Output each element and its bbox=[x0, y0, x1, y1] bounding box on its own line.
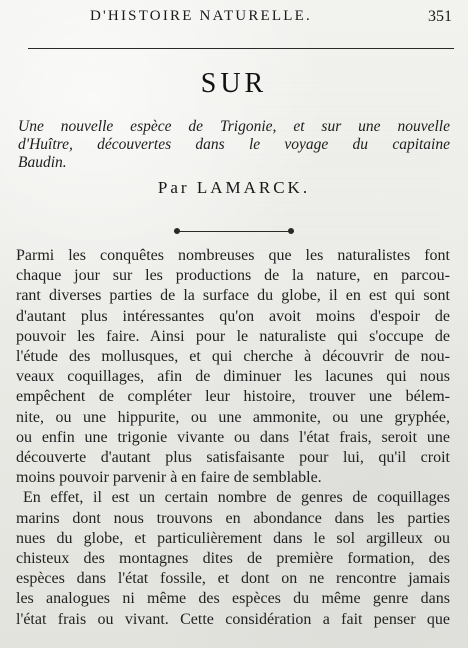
body-line: rant diverses parties de la surface du globe, il en est qui sont bbox=[16, 287, 450, 305]
body-line: chaque jour sur les productions de la nature, en parcou- bbox=[16, 267, 450, 285]
article-body bbox=[16, 246, 450, 630]
body-line: Parmi les conquêtes nombreuses que les naturalistes font bbox=[16, 247, 450, 264]
page-number: 351 bbox=[428, 8, 452, 25]
page-header bbox=[16, 8, 452, 30]
body-line: pouvoir les faire. Ainsi pour le naturaliste qui s'occupe de bbox=[16, 327, 450, 345]
ornament-line bbox=[174, 231, 294, 232]
subtitle-line: Baudin. bbox=[18, 154, 67, 171]
body-line: chisteux des montagnes dites de première formation, des bbox=[16, 550, 450, 568]
body-line: l'état frais ou vivant. Cette considération a fait penser que bbox=[16, 610, 450, 628]
article-author: Par LAMARCK. bbox=[157, 178, 311, 197]
subtitle-line: d'Huître, découvertes dans le voyage du capitaine bbox=[18, 136, 450, 153]
body-line: les analogues ni même des espèces du même genre dans bbox=[16, 590, 450, 608]
subtitle-line: Une nouvelle espèce de Trigonie, et sur une nouvelle bbox=[18, 118, 450, 135]
body-line: ou enfin une trigonie vivante ou dans l'état frais, seroit une bbox=[16, 428, 450, 446]
body-line: empêchent de compléter leur histoire, trouver une bélem- bbox=[16, 388, 450, 406]
body-line: nite, ou une hippurite, ou une ammonite, ou une gryphée, bbox=[16, 408, 450, 426]
body-line: En effet, il est un certain nombre de genres de coquillages bbox=[23, 489, 450, 507]
article-title: SUR bbox=[200, 68, 268, 99]
body-line: nues du globe, et particulièrement dans le sol argilleux ou bbox=[16, 529, 450, 547]
body-line: d'autant plus intéressantes qu'on avoit moins d'espoir de bbox=[16, 307, 450, 325]
body-line: moins pouvoir parvenir à en faire de semblable. bbox=[16, 469, 322, 487]
article-subtitle bbox=[18, 118, 450, 172]
ornament-dot-right bbox=[288, 228, 294, 234]
body-line: veaux coquillages, afin de diminuer les lacunes qui nous bbox=[16, 368, 450, 386]
running-head: D'HISTOIRE NATURELLE. bbox=[90, 8, 312, 24]
ornament-dot-left bbox=[174, 228, 180, 234]
body-line: l'étude des mollusques, et qui cherche à découvrir de nou- bbox=[16, 348, 450, 366]
body-line: espèces dans l'état fossile, et dont on ne rencontre jamais bbox=[16, 570, 450, 588]
body-line: marins dont nous trouvons en abondance dans les parties bbox=[16, 509, 450, 527]
section-ornament bbox=[174, 226, 294, 238]
body-line: découverte d'autant plus satisfaisante pour lui, qu'il croit bbox=[16, 449, 450, 467]
header-rule bbox=[28, 48, 454, 49]
